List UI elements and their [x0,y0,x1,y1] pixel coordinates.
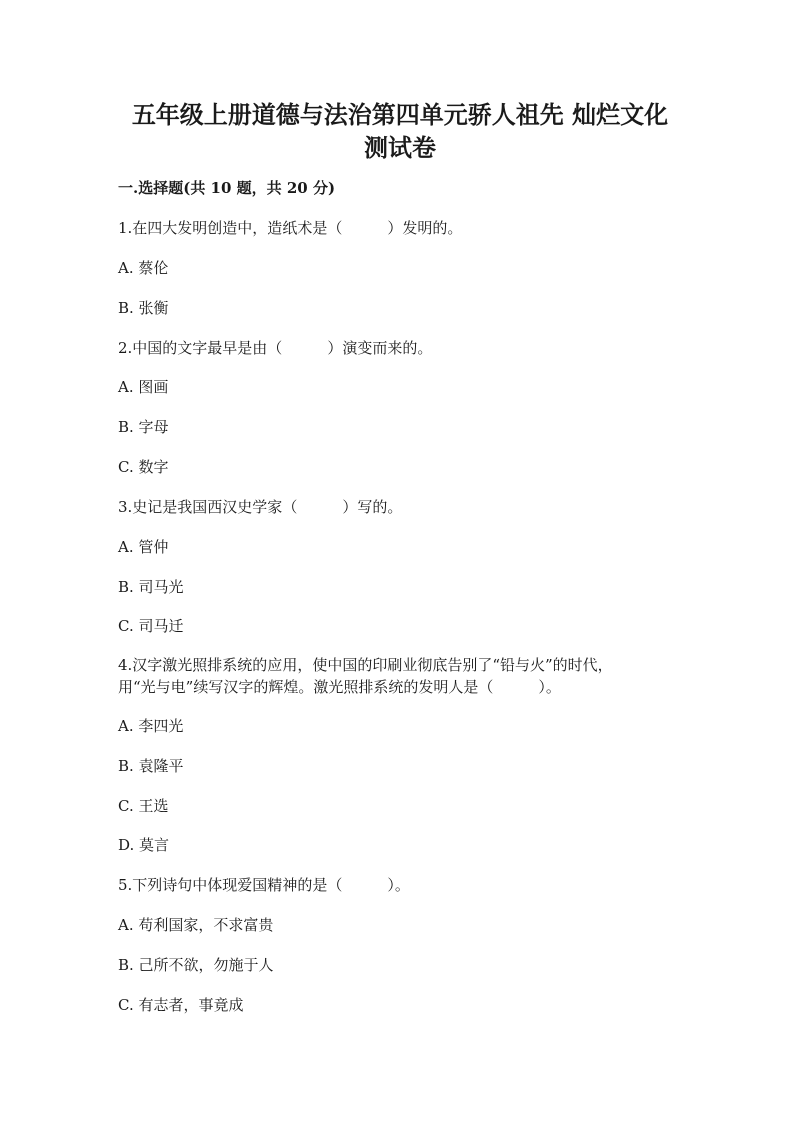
question-2-option-c: C. 数字 [118,458,169,476]
question-3-option-c: C. 司马迁 [118,617,184,635]
question-4-option-b: B. 袁隆平 [118,757,184,775]
question-4-stem-continued: 用“光与电”续写汉字的辉煌。激光照排系统的发明人是（ ）。 [118,678,561,696]
question-4-option-d: D. 莫言 [118,836,170,854]
question-1-option-b: B. 张衡 [118,299,169,317]
question-3-stem: 3.史记是我国西汉史学家（ ）写的。 [118,498,403,516]
question-2-stem: 2.中国的文字最早是由（ ）演变而来的。 [118,339,433,357]
question-5-option-a: A. 苟利国家，不求富贵 [118,916,274,934]
question-3-option-b: B. 司马光 [118,578,184,596]
question-3-option-a: A. 管仲 [118,538,169,556]
question-5-option-c: C. 有志者，事竟成 [118,996,244,1014]
question-4-stem: 4.汉字激光照排系统的应用，使中国的印刷业彻底告别了“铅与火”的时代， [118,656,613,674]
question-1-option-a: A. 蔡伦 [118,259,169,277]
question-2-option-b: B. 字母 [118,418,169,436]
section-heading: 一.选择题(共 10 题，共 20 分) [118,179,336,197]
question-2-option-a: A. 图画 [118,378,169,396]
question-5-option-b: B. 己所不欲，勿施于人 [118,956,274,974]
page-title: 五年级上册道德与法治第四单元骄人祖先 灿烂文化 [131,100,669,129]
question-5-stem: 5.下列诗句中体现爱国精神的是（ ）。 [118,876,410,894]
question-1-stem: 1.在四大发明创造中，造纸术是（ ）发明的。 [118,219,463,237]
question-4-option-c: C. 王选 [118,797,169,815]
question-4-option-a: A. 李四光 [118,717,184,735]
page-title-continued: 测试卷 [364,133,436,162]
